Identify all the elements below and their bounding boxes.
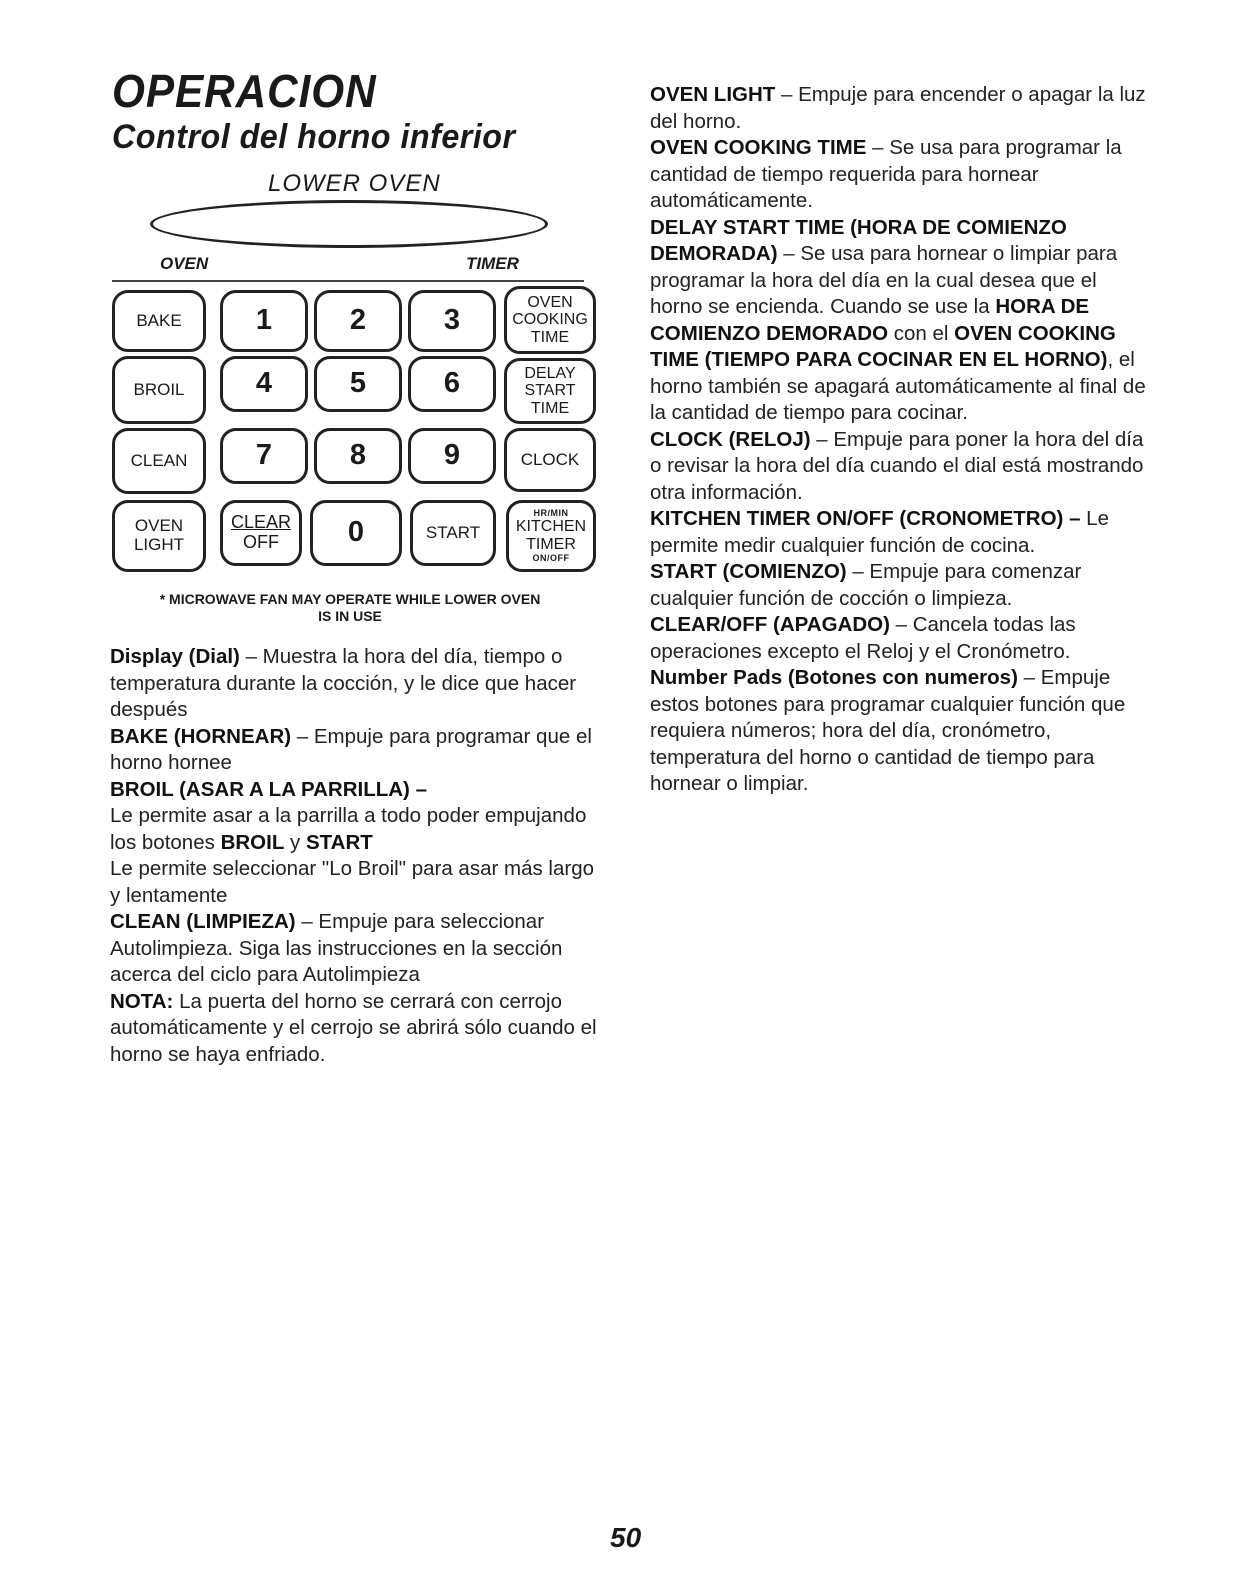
display-oven-label: OVEN: [160, 254, 209, 273]
broil-key[interactable]: [112, 356, 206, 424]
clean-key-label: CLEAN: [130, 450, 188, 470]
delay-bold-1: HORA DE COMIENZO DEMORADO: [650, 295, 1090, 345]
nota-term: NOTA:: [110, 989, 174, 1013]
broil-text-1: Le permite asar a la parrilla a todo poder empujando los botones: [110, 804, 587, 854]
oven-light-key[interactable]: [112, 500, 206, 572]
delay-label-2: START: [524, 382, 576, 400]
panel-title: LOWER OVEN: [268, 170, 441, 197]
page-number: 50: [610, 1522, 642, 1553]
number-key-3[interactable]: [408, 290, 496, 352]
left-column: [110, 644, 600, 1068]
oven-display: [150, 200, 548, 248]
broil-description-2: Le permite seleccionar "Lo Broil" para asar más largo y lentamente: [110, 857, 595, 907]
delay-label-1: DELAY: [524, 364, 576, 382]
kitchen-timer-description: [650, 506, 1146, 559]
clear-off-text: – Cancela todas las operaciones excepto el Reloj y el Cronómetro.: [650, 613, 1076, 663]
oven-cooking-time-key[interactable]: [504, 286, 596, 354]
oven-light-label-1: OVEN: [134, 516, 184, 536]
clock-description: [650, 427, 1146, 507]
number-key-4[interactable]: [220, 356, 308, 412]
nota-text: La puerta del horno se cerrará con cerrojo automáticamente y el cerrojo se abrirá sólo cuando el horno se haya enfriado.: [110, 989, 597, 1066]
number-pads-description: [650, 665, 1146, 798]
clear-off-term: CLEAR/OFF (APAGADO): [650, 613, 890, 636]
kitchen-timer-term: KITCHEN TIMER ON/OFF (CRONOMETRO) –: [650, 507, 1081, 530]
on-off-label: ON/OFF: [532, 552, 570, 563]
broil-description-1: [110, 803, 600, 856]
delay-label-3: TIME: [530, 399, 570, 417]
clean-description: [110, 909, 600, 989]
bake-term: BAKE (HORNEAR): [110, 724, 292, 748]
bake-text: – Empuje para programar que el horno hornee: [110, 724, 592, 774]
clean-term: CLEAN (LIMPIEZA): [110, 910, 296, 933]
clock-key-label: CLOCK: [520, 449, 580, 469]
broil-bold-broil: BROIL: [220, 830, 285, 854]
cooking-time-term: OVEN COOKING TIME: [650, 136, 867, 159]
kitchen-label: KITCHEN: [515, 518, 587, 536]
display-divider: [112, 280, 584, 282]
number-key-9[interactable]: [408, 428, 496, 484]
delay-bold-2: OVEN COOKING TIME (TIEMPO PARA COCINAR EN EL HORNO): [650, 321, 1116, 371]
number-key-8-label: 8: [349, 439, 367, 472]
bake-key[interactable]: [112, 290, 206, 352]
nota-description: [110, 989, 600, 1069]
clock-text: – Empuje para poner la hora del día o revisar la hora del día cuando el dial está mostrando otra información.: [650, 427, 1144, 504]
delay-description: [650, 215, 1146, 427]
oven-light-description: [650, 82, 1146, 135]
start-description: [650, 559, 1146, 612]
footnote-line-2: IS IN USE: [318, 607, 382, 624]
broil-bold-start: START: [306, 830, 373, 854]
cooking-time-text: – Se usa para programar la cantidad de tiempo requerida para hornear automáticamente.: [650, 136, 1122, 212]
cooking-time-label-3: TIME: [530, 328, 570, 346]
number-pads-term: Number Pads (Botones con numeros): [650, 666, 1018, 689]
cooking-time-description: [650, 135, 1146, 215]
number-key-3-label: 3: [443, 304, 461, 337]
kitchen-timer-text: Le permite medir cualquier función de cocina.: [650, 507, 1109, 557]
number-key-6-label: 6: [443, 367, 461, 400]
number-key-5-label: 5: [349, 367, 367, 400]
number-key-8[interactable]: [314, 428, 402, 484]
display-description: [110, 644, 600, 724]
number-key-1-label: 1: [255, 304, 273, 337]
number-key-7[interactable]: [220, 428, 308, 484]
off-label: OFF: [243, 532, 279, 552]
delay-start-time-key[interactable]: [504, 358, 596, 424]
broil-and: y: [284, 830, 306, 854]
number-key-9-label: 9: [443, 439, 461, 472]
broil-term: BROIL (ASAR A LA PARRILLA) –: [110, 777, 427, 801]
start-text: – Empuje para comenzar cualquier función de cocción o limpieza.: [650, 560, 1082, 610]
clear-off-description: [650, 612, 1146, 665]
microwave-footnote: [110, 591, 590, 625]
broil-heading: [110, 777, 600, 804]
cooking-time-label-1: OVEN: [527, 293, 573, 311]
delay-text-3: , el horno también se apagará automáticamente al final de la cantidad de tiempo para cocinar.: [650, 348, 1146, 424]
oven-light-term: OVEN LIGHT: [650, 83, 776, 106]
number-key-0-label: 0: [347, 516, 365, 549]
bake-key-label: BAKE: [136, 310, 182, 330]
number-key-2-label: 2: [349, 304, 367, 337]
page-subtitle: Control del horno inferior: [112, 118, 516, 156]
delay-text-2: con el: [888, 321, 955, 345]
broil-key-label: BROIL: [133, 379, 185, 399]
number-key-0[interactable]: [310, 500, 402, 566]
number-pads-text: – Empuje estos botones para programar cualquier función que requiera números; hora del día, cronómetro, temperatura del horno o cantidad de tiempo para hornear o limpiar.: [650, 666, 1126, 795]
start-term: START (COMIENZO): [650, 560, 847, 583]
start-key-label: START: [425, 522, 481, 542]
number-key-2[interactable]: [314, 290, 402, 352]
delay-term: DELAY START TIME (HORA DE COMIENZO DEMORADA): [650, 215, 1067, 265]
start-key[interactable]: [410, 500, 496, 566]
hr-min-label: HR/MIN: [533, 507, 569, 518]
oven-light-label-2: LIGHT: [133, 535, 185, 554]
display-timer-label: TIMER: [466, 254, 519, 273]
oven-light-text: – Empuje para encender o apagar la luz del horno.: [650, 83, 1146, 133]
timer-label: TIMER: [526, 536, 576, 553]
right-column: [650, 82, 1146, 798]
clean-text: – Empuje para seleccionar Autolimpieza. Siga las instrucciones en la sección acerca del ciclo para Autolimpieza: [110, 910, 563, 986]
number-key-5[interactable]: [314, 356, 402, 412]
display-term: Display (Dial): [110, 645, 240, 668]
clear-label: CLEAR: [230, 512, 292, 533]
number-key-4-label: 4: [255, 367, 273, 400]
bake-description: [110, 724, 600, 777]
kitchen-timer-key[interactable]: [506, 500, 596, 572]
page-title: OPERACION: [112, 65, 377, 117]
display-text: – Muestra la hora del día, tiempo o temperatura durante la cocción, y le dice que hacer después: [110, 645, 577, 721]
clock-term: CLOCK (RELOJ): [650, 427, 811, 451]
delay-text: – Se usa para hornear o limpiar para programar la hora del día en la cual desea que el horno se encienda. Cuando se use la: [650, 242, 1118, 318]
number-key-6[interactable]: [408, 356, 496, 412]
footnote-line-1: * MICROWAVE FAN MAY OPERATE WHILE LOWER OVEN: [159, 591, 541, 607]
clear-off-key[interactable]: [220, 500, 302, 566]
number-key-1[interactable]: [220, 290, 308, 352]
clock-key[interactable]: [504, 428, 596, 492]
number-key-7-label: 7: [255, 439, 273, 472]
cooking-time-label-2: COOKING: [512, 311, 588, 329]
clean-key[interactable]: [112, 428, 206, 494]
